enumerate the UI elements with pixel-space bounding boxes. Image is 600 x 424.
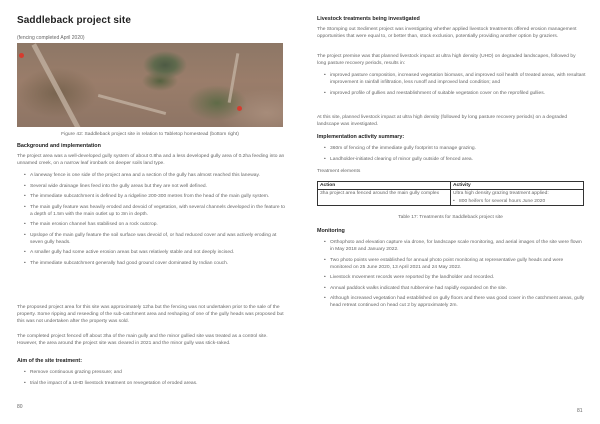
column-header-activity: Activity — [451, 182, 584, 190]
list-item: • Landholder-initiated clearing of minor gully outside of fenced area. — [324, 156, 586, 163]
treatment-table — [317, 181, 584, 206]
map-marker-icon — [19, 53, 24, 58]
figure-caption: Figure 42: Saddleback project site in relation to Tabletop homestead (bottom right) — [61, 132, 239, 137]
list-item: • The immediate subcatchment is defined by a ridgeline 200-300 metres from the head of the main gully system. — [24, 193, 286, 200]
livestock-heading: Livestock treatments being investigated — [317, 16, 420, 22]
list-item: • trial the impact of a UHD livestock treatment on revegetation of eroded areas. — [24, 380, 286, 387]
homestead-marker-icon — [237, 106, 242, 111]
photo-track — [31, 43, 87, 127]
page-subtitle: (fencing completed April 2020) — [17, 35, 85, 41]
proposed-paragraph: The proposed project area for this site was approximately 12ha but the fencing was not undertaken prior to the sale of the property. Some ripping and reseeding of the sub-catchment area and reshaping of one of the gully heads was proposed but this was not undertaken after the property was sold. — [17, 305, 284, 324]
site-paragraph: At this site, planned livestock impact at ultra high density (followed by long pasture recovery periods) on a degraded landscape was investigated. — [317, 115, 568, 127]
livestock-paragraph-2: The project premise was that planned livestock impact at ultra high density (UHD) on degraded landscapes, followed by long pasture recovery periods, results in: — [317, 54, 576, 66]
page-number: 81 — [577, 408, 583, 414]
page-title: Saddleback project site — [17, 15, 132, 26]
livestock-paragraph-1: The Stomping out Sediment project was investigating whether applied livestock treatments offered erosion management opportunities that were equal to, or better than, stock exclusion, potentially providing another option by graziers. — [317, 27, 577, 39]
list-item: • 360m of fencing of the immediate gully footprint to manage grazing. — [324, 145, 586, 152]
table-cell-action: 3ha project area fenced around the main gully complex — [318, 190, 451, 206]
list-item: • Several wide drainage lines feed into the gully areas but they are not well defined. — [24, 183, 286, 190]
list-item: • Livestock movement records were reported by the landholder and recorded. — [324, 274, 586, 281]
background-heading: Background and implementation — [17, 143, 101, 149]
list-item: • Orthophoto and elevation capture via drone, for landscape scale monitoring, and aerial images of the site were flown in May 2018 and January 2022. — [324, 239, 586, 253]
table-caption: Table 17: Treatments for Saddleback project site — [398, 215, 503, 220]
monitoring-heading: Monitoring — [317, 228, 345, 234]
column-header-action: Action — [318, 182, 451, 190]
list-item: • improved pasture composition, increased vegetation biomass, and improved soil health of treated areas, with resultant improvement in rainfall infiltration, less runoff and improved land condition; and — [324, 72, 586, 86]
implementation-heading: Implementation activity summary: — [317, 134, 405, 140]
list-item: • Remove continuous grazing pressure; and — [24, 369, 286, 376]
implementation-bullet-list — [324, 145, 586, 166]
aim-heading: Aim of the site treatment: — [17, 358, 82, 364]
list-item: • 800 heifers for several hours June 2020 — [453, 199, 581, 204]
page-number: 80 — [17, 404, 23, 410]
activity-text: Ultra high density grazing treatment applied: — [453, 191, 549, 196]
table-cell-activity — [451, 190, 584, 206]
list-item: • A laneway fence is one side of the project area and a section of the gully has almost reached this laneway. — [24, 172, 286, 179]
background-bullet-list — [24, 172, 286, 270]
table-header-row — [318, 182, 584, 190]
aerial-photo — [17, 43, 283, 127]
list-item: • A smaller gully had some active erosion areas but was relatively stable and not deeply incised. — [24, 249, 286, 256]
list-item: • improved profile of gullies and reestablishment of suitable vegetation cover on the reprofiled gullies. — [324, 90, 586, 97]
table-row — [318, 190, 584, 206]
list-item: • Two photo points were established for annual photo point monitoring at representative gully heads and were monitored on 25 June 2020, 13 April 2021 and 24 May 2022. — [324, 257, 586, 271]
completed-paragraph: The completed project fenced off about 3ha of the main gully and the minor gullied site was treated as a control site. However, the area around the project site was cleared in 2021 and the minor gully was stick-raked. — [17, 334, 268, 346]
background-intro: The project area was a well-developed gully system of about 0.8ha and a less developed gully area of 0.2ha feeding into an unnamed creek, on a narrow leaf ironbark on deeper soils land type. — [17, 154, 285, 166]
list-item: • The immediate subcatchment generally had good ground cover dominated by Indian couch. — [24, 260, 286, 267]
photo-track — [228, 53, 240, 103]
list-item: • The main erosion channel has stabilised on a rock outcrop. — [24, 221, 286, 228]
list-item: • Annual paddock walks indicated that rubbervine had rapidly expanded on the site. — [324, 285, 586, 292]
photo-track — [98, 94, 166, 115]
aim-bullet-list — [24, 369, 286, 391]
list-item: • The main gully feature was heavily eroded and devoid of vegetation, with several channels developed in the feature to a depth of 1.5m with the main outlet up to 3m in depth. — [24, 204, 286, 218]
list-item: • Upslope of the main gully feature the soil surface was devoid of, or had reduced cover and was actively eroding at seven gully heads. — [24, 232, 286, 246]
activity-bullet-list — [453, 199, 581, 204]
premise-bullet-list — [324, 72, 586, 100]
treatment-label: Treatment elements — [317, 169, 361, 174]
right-page — [300, 0, 600, 424]
monitoring-bullet-list — [324, 239, 586, 313]
list-item: • Although increased vegetation had established on gully floors and there was good cover in the catchment areas, gully head retreat continued on head cut 2 by approximately 2m. — [324, 295, 586, 309]
